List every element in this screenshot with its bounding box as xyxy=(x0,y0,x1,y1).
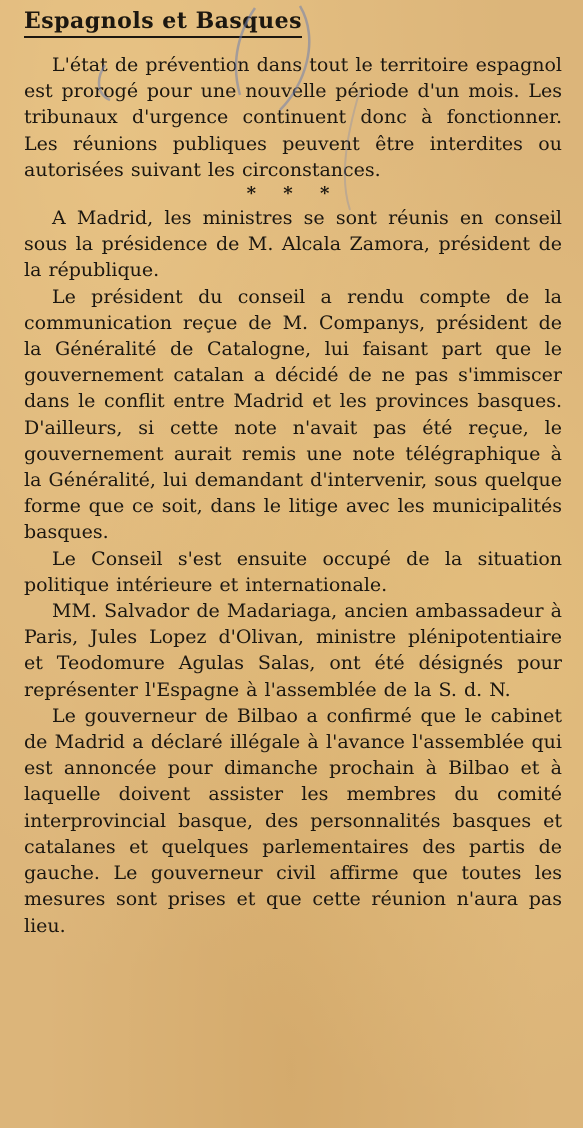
article-title: Espagnols et Basques xyxy=(24,8,302,38)
paragraph-1: L'état de prévention dans tout le territoire espagnol est prorogé pour une nouvelle période d'un mois. Les tribunaux d'urgence continuent donc à fonctionner. Les réunions publiques peuvent être interdites ou autorisées suivant les circonstances. xyxy=(24,54,562,181)
paragraph-4: Le Conseil s'est ensuite occupé de la situation politique intérieure et internationale. xyxy=(24,547,562,596)
article-body xyxy=(24,52,562,939)
paragraph-2: A Madrid, les ministres se sont réunis en conseil sous la présidence de M. Alcala Zamora, président de la république. xyxy=(24,207,562,282)
paragraph-3: Le président du conseil a rendu compte de la communication reçue de M. Companys, président de la Généralité de Catalogne, lui faisant part que le gouvernement catalan a décidé de ne pas s'immiscer dans le conflit entre Madrid et les provinces basques. D'ailleurs, si cette note n'avait pas été reçue, le gouvernement aurait remis une note télégraphique à la Généralité, lui demandant d'intervenir, sous quelque forme que ce soit, dans le litige avec les municipalités basques. xyxy=(24,285,562,544)
paragraph-5: MM. Salvador de Madariaga, ancien ambassadeur à Paris, Jules Lopez d'Olivan, ministre plénipotentiaire et Teodomure Agulas Salas, ont été désignés pour représenter l'Espagne à l'assemblée de la S. d. N. xyxy=(24,600,562,701)
paragraph-6: Le gouverneur de Bilbao a confirmé que le cabinet de Madrid a déclaré illégale à l'avance l'assemblée qui est annoncée pour dimanche prochain à Bilbao et à laquelle doivent assister les membres du comité interprovincial basque, des personnalités basques et catalanes et quelques parlementaires des partis de gauche. Le gouverneur civil affirme que toutes les mesures sont prises et que cette réunion n'aura pas lieu. xyxy=(24,704,562,937)
section-separator: * * * xyxy=(246,183,340,205)
